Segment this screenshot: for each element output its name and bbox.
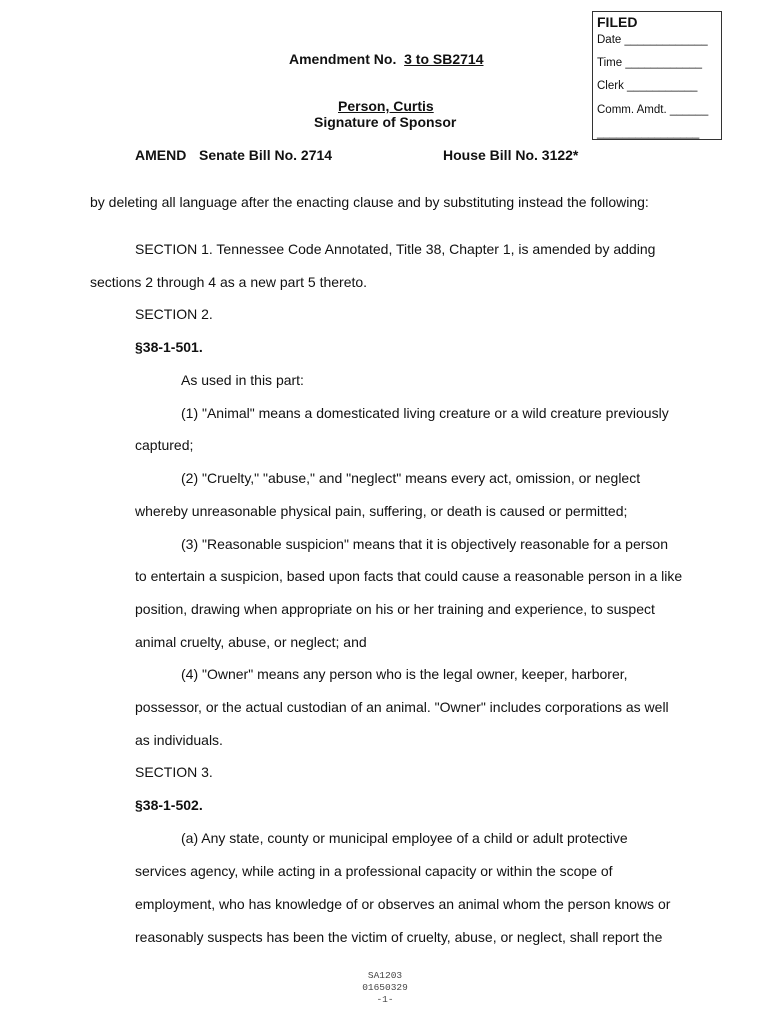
definition-3-line-4: animal cruelty, abuse, or neglect; and	[135, 634, 367, 650]
definition-2-line-2: whereby unreasonable physical pain, suffering, or death is caused or permitted;	[135, 503, 628, 519]
amendment-reference: 3 to SB2714	[404, 51, 484, 67]
definition-3-line-2: to entertain a suspicion, based upon facts that could cause a reasonable person in a like	[135, 568, 683, 584]
section-2-code: §38-1-501.	[135, 339, 203, 355]
house-bill-number: House Bill No. 3122*	[443, 147, 579, 163]
filed-time-line: Time ____________	[597, 57, 703, 69]
senate-bill-number: Senate Bill No. 2714	[199, 147, 333, 163]
section-1-line-1: SECTION 1. Tennessee Code Annotated, Title 38, Chapter 1, is amended by adding	[135, 241, 656, 257]
filed-stamp-box	[592, 11, 722, 140]
definition-1-line-1: (1) "Animal" means a domesticated living creature or a wild creature previously	[181, 405, 669, 421]
footer-code-1: SA1203	[367, 970, 403, 981]
subsection-a-line-1: (a) Any state, county or municipal employee of a child or adult protective	[181, 830, 628, 846]
subsection-a-line-2: services agency, while acting in a professional capacity or within the scope of	[135, 863, 613, 879]
section-1-line-2: sections 2 through 4 as a new part 5 thereto.	[90, 274, 368, 290]
section-3-code: §38-1-502.	[135, 797, 203, 813]
filed-clerk-line: Clerk ___________	[597, 80, 698, 92]
subsection-a-line-4: reasonably suspects has been the victim of cruelty, abuse, or neglect, shall report the	[135, 929, 663, 945]
definition-4-line-2: possessor, or the actual custodian of an animal. "Owner" includes corporations as well	[135, 699, 669, 715]
intro-paragraph: by deleting all language after the enacting clause and by substituting instead the following:	[90, 194, 649, 210]
section-3-heading: SECTION 3.	[135, 764, 213, 780]
amendment-heading	[289, 51, 484, 67]
filed-title: FILED	[597, 14, 638, 30]
footer-code-2: 01650329	[362, 982, 408, 993]
definition-1-line-2: captured;	[135, 437, 194, 453]
sponsor-signature-label: Signature of Sponsor	[314, 114, 457, 130]
subsection-a-line-3: employment, who has knowledge of or observes an animal whom the person knows or	[135, 896, 671, 912]
filed-date-line: Date _____________	[597, 34, 708, 46]
definition-3-line-1: (3) "Reasonable suspicion" means that it is objectively reasonable for a person	[181, 536, 668, 552]
filed-blank-line: ________________	[597, 127, 700, 139]
definition-2-line-1: (2) "Cruelty," "abuse," and "neglect" means every act, omission, or neglect	[181, 470, 641, 486]
footer-page-number: -1-	[376, 994, 394, 1005]
amendment-prefix: Amendment No.	[289, 51, 397, 67]
filed-comm-amdt-line: Comm. Amdt. ______	[597, 104, 709, 116]
definition-4-line-3: as individuals.	[135, 732, 223, 748]
amend-label: AMEND	[135, 147, 187, 163]
definition-4-line-1: (4) "Owner" means any person who is the legal owner, keeper, harborer,	[181, 666, 628, 682]
as-used-line: As used in this part:	[181, 372, 304, 388]
definition-3-line-3: position, drawing when appropriate on his or her training and experience, to suspect	[135, 601, 655, 617]
sponsor-name: Person, Curtis	[338, 98, 434, 114]
section-2-heading: SECTION 2.	[135, 306, 213, 322]
